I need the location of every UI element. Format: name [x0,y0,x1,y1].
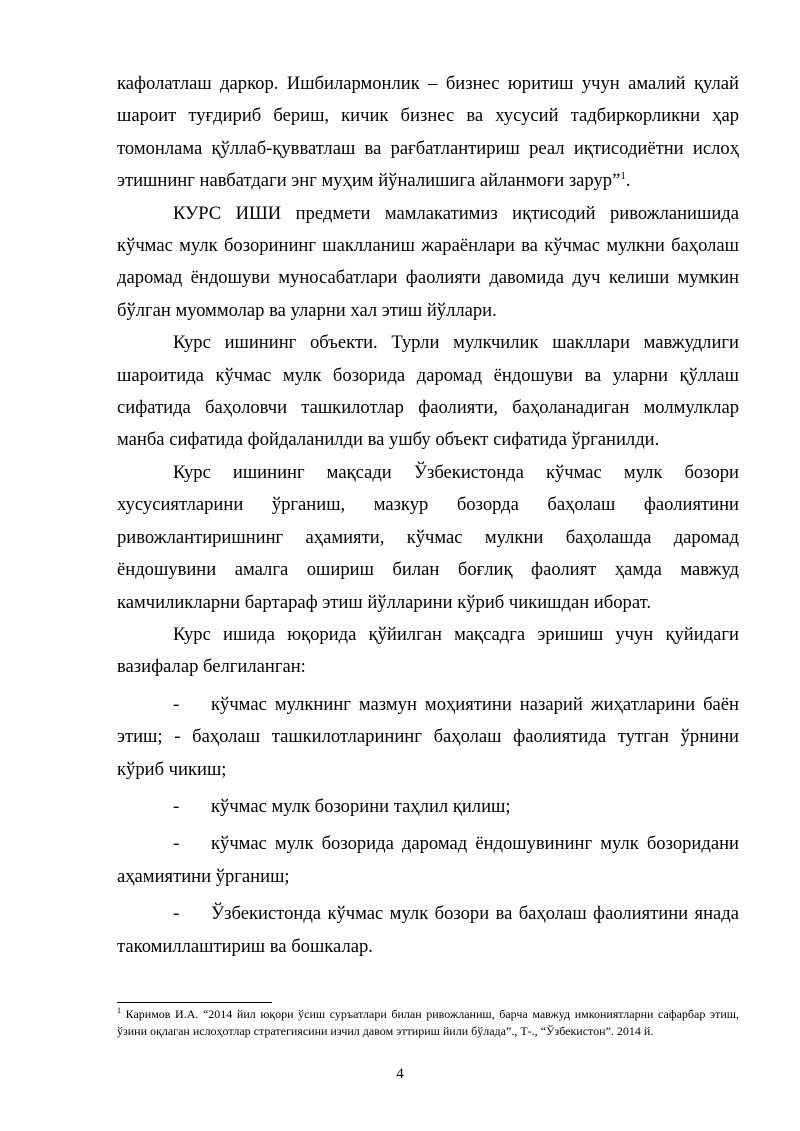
paragraph-goal: Курс ишининг мақсади Ўзбекистонда кўчмас мулк бозори хусусиятларини ўрганиш, мазкур бозорда баҳолаш фаолиятини ривожлантиришнинг аҳамияти, кўчмас мулкни баҳолашда даромад ёндошувини амалга ошириш билан боғлиқ фаолият ҳамда мавжуд камчиликларни бартараф этиш йўлларини кўриб чикишдан иборат. [117,461,739,613]
footnote [117,1006,739,1040]
paragraph-intro-text: кафолатлаш даркор. Ишбилармонлик – бизнес юритиш учун амалий қулай шароит туғдириб бериш, кичик бизнес ва хусусий тадбиркорликни ҳар томонлама қўллаб-қувватлаш ва рағбатлантириш реал иқтисодиётни ислоҳ этишнинг навбатдаги энг муҳим йўналишига айланмоғи зарур” [117,73,739,192]
body-text [117,68,739,963]
list-dash: - [173,693,180,715]
paragraph-object: Курс ишининг объекти. Турли мулкчилик шакллари мавжудлиги шароитида кўчмас мулк бозорида даромад ёндошуви ва уларни қўллаш сифатида баҳоловчи ташкилотлар фаолияти, баҳоланадиган молмулклар манба сифатида фойдаланилди ва ушбу объект сифатида ўрганилди. [117,332,739,451]
list-item-text: кўчмас мулкнинг мазмун моҳиятини назарий жиҳатларини баён этиш; - баҳолаш ташкилотларининг баҳолаш фаолиятида тутган ўрнини кўриб чикиш; [117,693,739,780]
paragraph-intro-end: . [625,170,631,192]
list-dash: - [173,903,180,925]
list-item-text: кўчмас мулк бозорида даромад ёндошувининг мулк бозоридани аҳамиятини ўрганиш; [117,833,739,887]
footnote-reference[interactable]: 1 [620,170,626,183]
list-item [117,689,739,786]
list-dash: - [173,795,180,817]
paragraph-tasks-intro: Курс ишида юқорида қўйилган мақсадга эришиш учун қуйидаги вазифалар белгиланган: [117,623,739,678]
page-number: 4 [396,1066,404,1082]
list-item [117,791,739,823]
footnote-text: Каримов И.А. “2014 йил юқори ўсиш суръатлари билан ривожланиш, барча мавжуд имкониятларни сафарбар этиш, ўзини оқлаган ислоҳотлар стратегиясини изчил давом эттириш йили бўлада”., Т-., “Ўзбекистон”. 2014 й. [117,1007,739,1038]
footnote-separator [117,1002,272,1003]
list-item-text: Ўзбекистонда кўчмас мулк бозори ва баҳолаш фаолиятини янада такомиллаштириш ва бошкалар. [117,903,739,957]
footnote-mark: 1 [117,1006,121,1015]
paragraph-intro [117,68,739,198]
list-item-text: кўчмас мулк бозорини таҳлил қилиш; [211,795,511,817]
list-dash: - [173,833,180,855]
list-item [117,828,739,893]
paragraph-subject: КУРС ИШИ предмети мамлакатимиз иқтисодий ривожланишида кўчмас мулк бозорининг шаклланиш жараёнлари ва кўчмас мулкни баҳолаш даромад ёндошуви муносабатлари фаолияти давомида дуч келиши мумкин бўлган муоммолар ва уларни хал этиш йўллари. [117,202,739,321]
list-item [117,898,739,963]
